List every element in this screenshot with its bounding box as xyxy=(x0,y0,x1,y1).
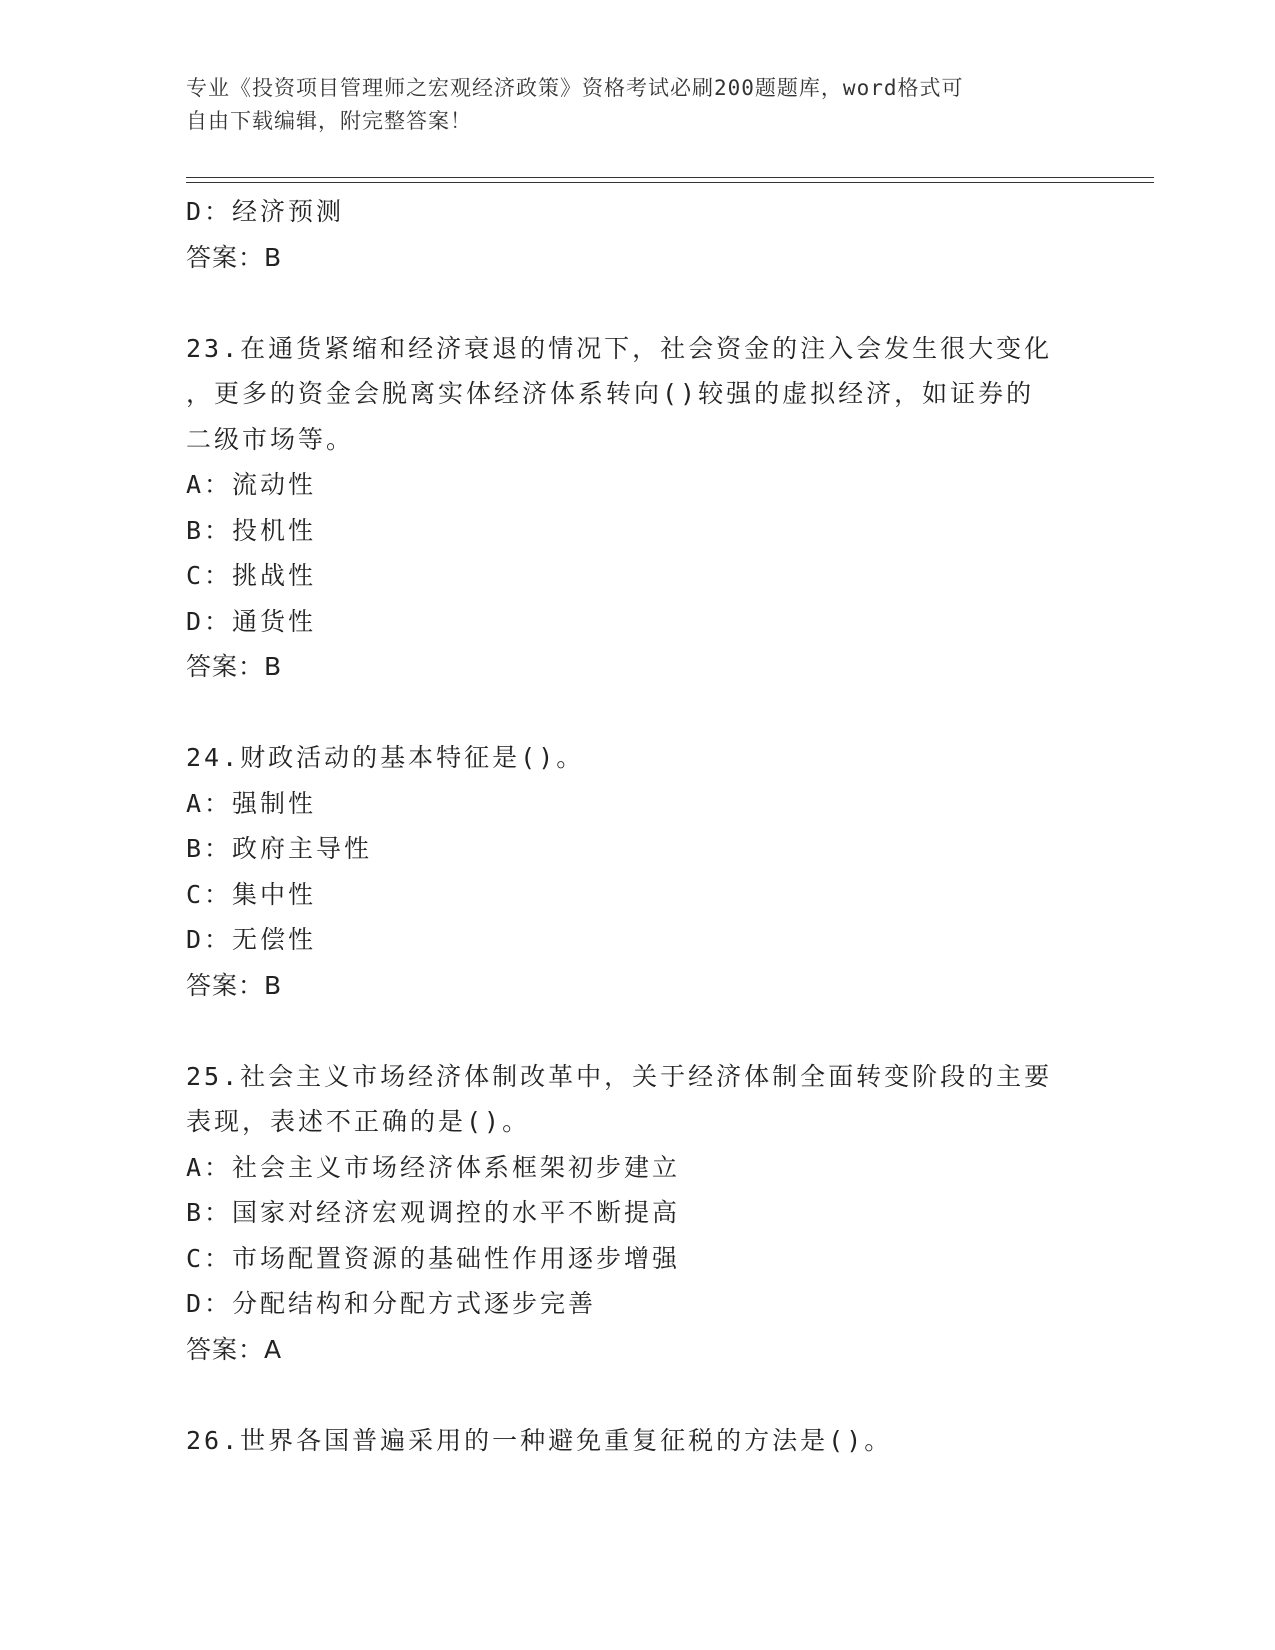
question-25 xyxy=(186,1054,1086,1373)
option-d: D：分配结构和分配方式逐步完善 xyxy=(186,1289,597,1318)
option-b: B：国家对经济宏观调控的水平不断提高 xyxy=(186,1198,681,1227)
option-d: D：经济预测 xyxy=(186,197,345,226)
question-text: 23.在通货紧缩和经济衰退的情况下，社会资金的注入会发生很大变化 xyxy=(186,333,1053,363)
option-d: D：通货性 xyxy=(186,606,317,636)
answer-line: 答案：A xyxy=(186,1334,283,1364)
option-c: C：集中性 xyxy=(186,879,317,909)
question-text: 表现，表述不正确的是()。 xyxy=(186,1107,531,1136)
answer-line: 答案：B xyxy=(186,652,283,681)
question-26 xyxy=(186,1418,1086,1464)
question-text: 24.财政活动的基本特征是()。 xyxy=(186,743,585,772)
header-rule-bottom xyxy=(186,182,1154,183)
answer-line: 答案：B xyxy=(186,242,283,272)
question-text: 26.世界各国普遍采用的一种避免重复征税的方法是()。 xyxy=(186,1425,893,1455)
header-line-2: 自由下载编辑，附完整答案！ xyxy=(186,109,472,133)
header-rule-top xyxy=(186,177,1154,178)
option-c: C：市场配置资源的基础性作用逐步增强 xyxy=(186,1243,681,1273)
question-text: 二级市场等。 xyxy=(186,424,355,454)
option-b: B：投机性 xyxy=(186,515,317,545)
question-text: ，更多的资金会脱离实体经济体系转向()较强的虚拟经济，如证券的 xyxy=(186,379,1035,408)
document-header xyxy=(186,72,1086,138)
option-b: B：政府主导性 xyxy=(186,834,373,863)
question-24 xyxy=(186,735,1086,1008)
option-a: A：社会主义市场经济体系框架初步建立 xyxy=(186,1152,681,1182)
option-c: C：挑战性 xyxy=(186,561,317,590)
document-body xyxy=(186,189,1086,1463)
answer-line: 答案：B xyxy=(186,970,283,1000)
header-line-1: 专业《投资项目管理师之宏观经济政策》资格考试必刷200题题库，word格式可 xyxy=(186,76,964,100)
question-23 xyxy=(186,326,1086,690)
option-a: A：强制性 xyxy=(186,788,317,818)
option-d: D：无偿性 xyxy=(186,925,317,954)
option-a: A：流动性 xyxy=(186,470,317,499)
question-text: 25.社会主义市场经济体制改革中，关于经济体制全面转变阶段的主要 xyxy=(186,1061,1053,1091)
